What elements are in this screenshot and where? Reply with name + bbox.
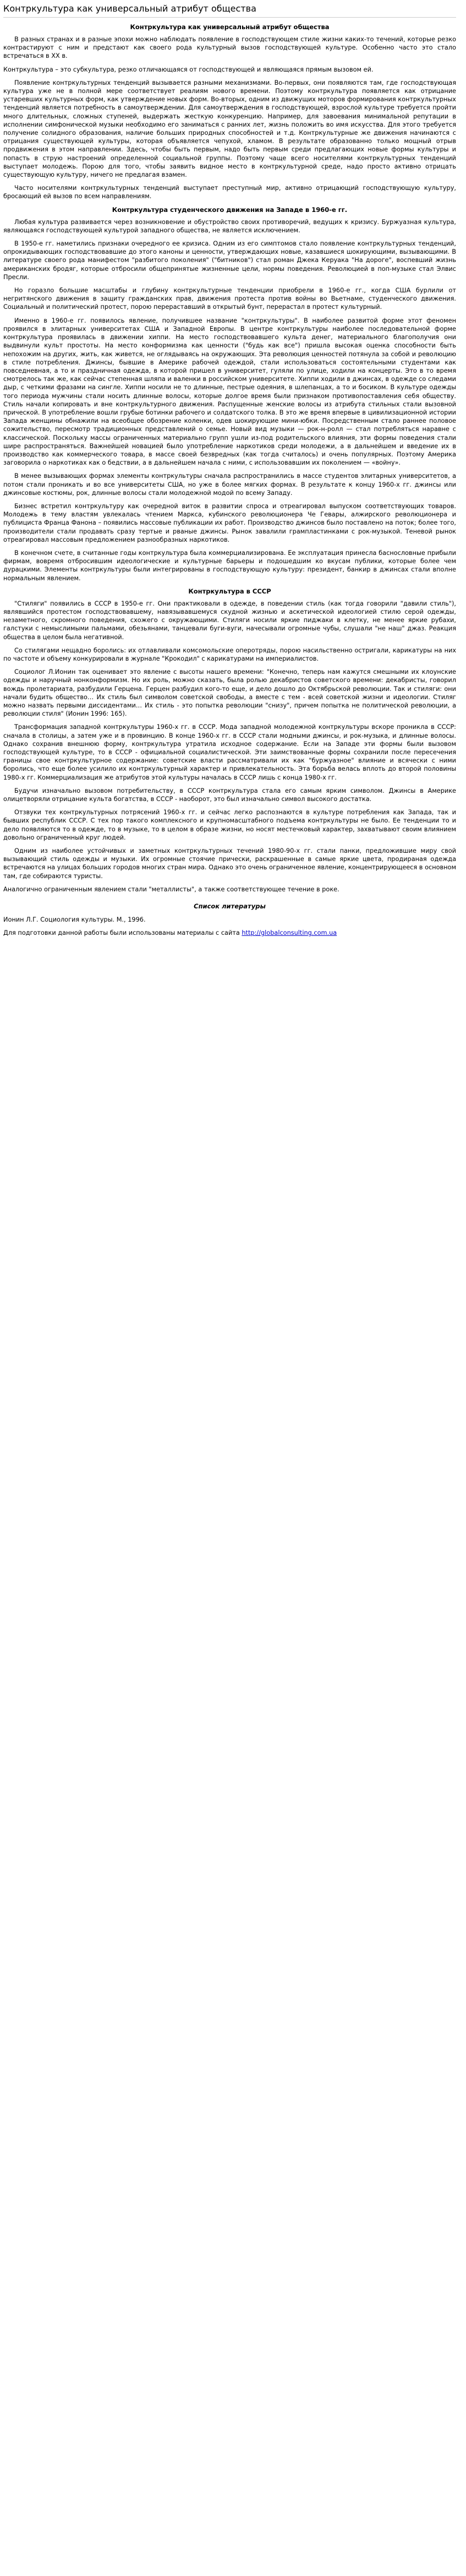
paragraph: Именно в 1960-е гг. появилось явление, получившее название "контркультуры". В наиболее развитой форме этот феномен проявился в элитарных университетах США и Западной Европы. В центре контркультуры наиболее последовательной форме контркультура проявилась в движении хиппи. На место господствовавшего культа денег, материального благополучия они выдвинули культ простоты. На место конформизма как ценности ("будь как все") пришла высокая оценка способности быть непохожим на других, жить, как живется, не оглядываясь на окружающих. Эта революция ценностей потянула за собой и революцию в стиле потребления. Джинсы, бывшие в Америке рабочей одеждой, стали использоваться состоятельными студентами как повседневная, а то и праздничная одежда, в которой пришел в университет, гуляли по улице, ходили на концерты. Это в то время смотрелось так же, как сейчас степенная шляпа и валенки в российском университете. Хиппи ходили в джинсах, в одежде со следами дыр, с четкими фразами на сингле. Хиппи носили не то длинные, пестрые одеяния, в шлепанцах, а то и босиком. В культуре одежды того периода мужчины стали носить длинные волосы, которые долгое время были признаком противопоставления себя обществу. Стиль начали копировать и вне контркультурного движения. Распущенные женские волосы из атрибута стильных стали вызовной прической. В употребление вошли грубые ботинки рабочего и солдатского толка. В это же время впервые в цивилизационной истории Запада женщины обнажили на всеобщее обозрение коленки, одев шокирующие мини-юбки. Посредственным стало раннее половое сожительство, пересмотр традиционных представлений о семье. Новый вид музыки — рок-н-ролл — стал потребляться наравне с классической. Поскольку массы ограниченных материально групп ушли из-под родительского влияния, эти формы поведения стали шире распространяться. Важнейшей новацией было употребление наркотиков среди молодежи, а в дальнейшем и введение их в производство как коммерческого товара, в массе своей безвредных (как тогда считалось) и очень популярных. Поэтому Америка заговорила о наркотиках как о бедствии, а в дальнейшем начала с ними, с использовавшим их поколением — «войну». — [3, 317, 456, 467]
section-heading: Контркультура студенческого движения на Западе в 1960-е гг. — [112, 205, 348, 214]
paragraph: Появление контркультурных тенденций вызывается разными механизмами. Во-первых, они появляются там, где господствующая культура уже не в полной мере соответствует реалиям нового времени. Поэтому контркультура появляется как отрицание устаревших культурных форм, как утверждение новых форм. Во-вторых, одним из движущих моторов формирования контркультурных тенденций является потребность в самоутверждении. Для самоутверждения в господствующей, взрослой культуре требуется пройти много длительных, сложных ступеней, выдержать жесткую конкуренцию. Например, для завоевания минимальной репутации в исполнении симфонической музыки необходимо его заниматься с ранних лет, жизнь положить во имя искусства. Для этого требуется получение солидного образования, наличие больших природных способностей и т.д. Контркультурные же движения начинаются с отрицания существующей культуры, которая объявляется чепухой, хламом. В результате образованно только мощный отрыв продвижения в этом направлении. Здесь, чтобы быть первым, надо быть первым среди предлагающих новые формы культуры и попасть в струю настроений определенной социальной группы. Поэтому чаще всего носителями контркультурных тенденций выступает молодежь. Порою для того, чтобы заявить видное место в контркультурной среде, надо просто активно отрицать существующую культуру, ничего не предлагая взамен. — [3, 79, 456, 179]
paragraph: Бизнес встретил контркультуру как очередной виток в развитии спроса и отреагировал выпуском соответствующих товаров. Молодежь в тему властям увлекалась чтением Маркса, кубинского революционера Че Гевары, алжирского революционера и публициста Франца Фанона – появились массовые публикации их работ. Производство джинсов было поставлено на поток; более того, производители стали продавать сразу тертые и рваные джинсы. Рынок завалили грампластинками с рок-музыкой. Теневой рынок отреагировал массовым предложением разнообразных наркотиков. — [3, 502, 456, 543]
paragraph: Будучи изначально вызовом потребительству, в СССР контркультура стала его самым ярким символом. Джинсы в Америке олицетворяли отрицание культа богатства, в СССР - наоборот, это был изначально символ высокого достатка. — [3, 787, 456, 803]
references-block — [3, 902, 456, 937]
paragraph: В конечном счете, в считанные годы контркультура была коммерциализирована. Ее эксплуатация принесла баснословные прибыли фирмам, вовремя отбросившим идеологические и культурные барьеры и подошедшим ко вкусам публики, которые более чем дурацкими. Элементы контркультуры были интегрированы в господствующую культуру: президент, банкир в джинсах стали вполне нормальным явлением. — [3, 549, 456, 582]
paragraph: Но горазло большие масштабы и глубину контркультурные тенденции приобрели в 1960-е гг., когда США бурлили от негритянского движения в защиту гражданских прав, движения протеста против войны во Вьетнаме, студенческого движения. Социальный и политический протест, порою перераставший в открытый бунт, перерастал в протест культурный. — [3, 287, 456, 311]
paragraph: Отзвуки тех контркультурных потрясений 1960-х гг. и сейчас легко распознаются в культуре потребления как Запада, так и бывших республик СССР. С тех пор такого комплексного и крупномасштабного подъема контркультуры не было. Ее тенденции то и дело появляются то в одежде, то в музыке, то в целом в образе жизни, но носят местечковый характер, захватывают своим влиянием довольно ограниченный круг людей. — [3, 809, 456, 841]
source-note — [3, 929, 456, 937]
paragraph: В 1950-е гг. наметились признаки очередного ее кризиса. Одним из его симптомов стало появление контркультурных тенденций, опрокидывающих господствовавшие до этого каноны и ценности, утверждающих новые, казавшиеся шокирующими, вызывающими. В литературе своего рода манифестом "разбитого поколения" ("битников") стал роман Джека Керуака "На дороге", воспевший жизнь американских бродяг, которые отбросили общепринятые жизненные цели, нормы поведения. Революцией в поп-музыке стал Элвис Пресли. — [3, 240, 456, 281]
section-heading: Контркультура как универсальный атрибут общества — [130, 23, 330, 31]
document-title: Контркультура как универсальный атрибут общества — [3, 3, 456, 18]
paragraph: "Стиляги" появились в СССР в 1950-е гг. Они практиковали в одежде, в поведении стиль (как тогда говорили "давили стиль"), являвшийся протестом господствовавшему, навязывавшемуся скудной жизнью и аскетической идеологией стилю серой одежды, незаметного, скромного поведения, схожего с окружающими. Стиляги носили яркие пиджаки в клетку, не менее яркие рубахи, галстуки с немыслимыми пальмами, обезьянами, танцевали буги-вуги, начесывали огромные чубы, слушали "не наш" джаз. Реакция общества в целом была негативной. — [3, 600, 456, 641]
paragraph: Часто носителями контркультурных тенденций выступает преступный мир, активно отрицающий господствующую культуру, бросающий ей вызов по всем направлениям. — [3, 184, 456, 200]
references-heading: Список литературы — [194, 902, 266, 911]
paragraph: Социолог Л.Ионин так оценивает это явление с высоты нашего времени: "Конечно, теперь нам кажутся смешными их клоунские одежды и наручный нонконформизм. Но их роль, можно сказать, была ролью декабристов советского времени: декабристы, говорил вождь пролетариата, разбудили Герцена. Герцен разбудил кого-то еще, и дело дошло до Октябрьской революции. Так и стиляги: они начали будить общество… Их стиль был символом советской свободы, а вместе с тем - всей советской жизни и идеологии. Стиляг можно назвать первыми диссидентами… Их стиль - это попытка революции "снизу", причем попытка не политической революции, а революции стиля" (Ионин 1996: 165). — [3, 668, 456, 718]
paragraph: Любая культура развивается через возникновение и обустройство своих противоречий, ведущих к кризису. Буржуазная культура, являющаяся господствующей культурой западного общества, не является исключением. — [3, 218, 456, 234]
paragraph: Со стилягами нещадно боролись: их отлавливали комсомольские оперотряды, порою насильственно остригали, карикатуры на них по частоте и объему конкурировали в журнале "Крокодил" с карикатурами на империалистов. — [3, 646, 456, 662]
source-link[interactable]: http://globalconsulting.com.ua — [242, 929, 337, 937]
sections-container — [3, 23, 456, 894]
paragraph: Трансформация западной контркультуры 1960-х гг. в СССР. Мода западной молодежной контркультуры вскоре проникла в СССР: сначала в столицы, а затем уже и в провинцию. В конце 1960-х гг. в СССР стали модными джинсы, и рок-музыка, и длинные волосы. Однако сохранив внешнюю форму, контркультура утратила исходное содержание. Если на Западе эти формы были вызовом господствующей культуре, то в СССР - официальной социалистической. Эти заимствованные формы сохранили после пересечения границы свое контркультурное содержание: советские власти рассматривали их как "буржуазное" влияние и всячески с ними боролись, что еще более усилило их контркультурный характер и привлекательность. Эта борьба велась вплоть до второй половины 1980-х гг. Коммерциализация же атрибутов этой культуры началась в СССР лишь с конца 1980-х гг. — [3, 723, 456, 781]
paragraph: В менее вызывающих формах элементы контркультуры сначала распространились в массе студентов элитарных университетов, а потом стали проникать и во все университеты США, но уже в более мягких формах. В результате к концу 1960-х гг. джинсы или джинсовые костюмы, рок, длинные волосы стали молодежной модой по всему Западу. — [3, 472, 456, 497]
document-page — [0, 3, 459, 937]
paragraph: Аналогично ограниченным явлением стали "металлисты", а также соответствующее течение в роке. — [3, 885, 339, 893]
section-heading: Контркультура в СССР — [188, 587, 271, 595]
paragraph: Одним из наиболее устойчивых и заметных контркультурных течений 1980-90-х гг. стали панки, предложившие миру свой вызывающий стиль одежды и музыки. Их огромные стоячие прически, раскрашенные в самые яркие цвета, продираная одежда встречаются на улицах больших городов многих стран мира. Однако это очень ограниченное явление, концентрирующееся в основном там, где собираются туристы. — [3, 847, 456, 880]
source-note-text: Для подготовки данной работы были использованы материалы с сайта — [3, 929, 242, 937]
paragraph: Контркультура – это субкультура, резко отличающаяся от господствующей и являющаяся прямым вызовом ей. — [3, 66, 374, 73]
reference-item: Ионин Л.Г. Социология культуры. М., 1996. — [3, 916, 146, 924]
paragraph: В разных странах и в разные эпохи можно наблюдать появление в господствующем стиле жизни каких-то течений, которые резко контрастируют с ним и предстают как своего рода культурный вызов господствующей культуре. Особенно часто это стало встречаться в XX в. — [3, 36, 456, 60]
